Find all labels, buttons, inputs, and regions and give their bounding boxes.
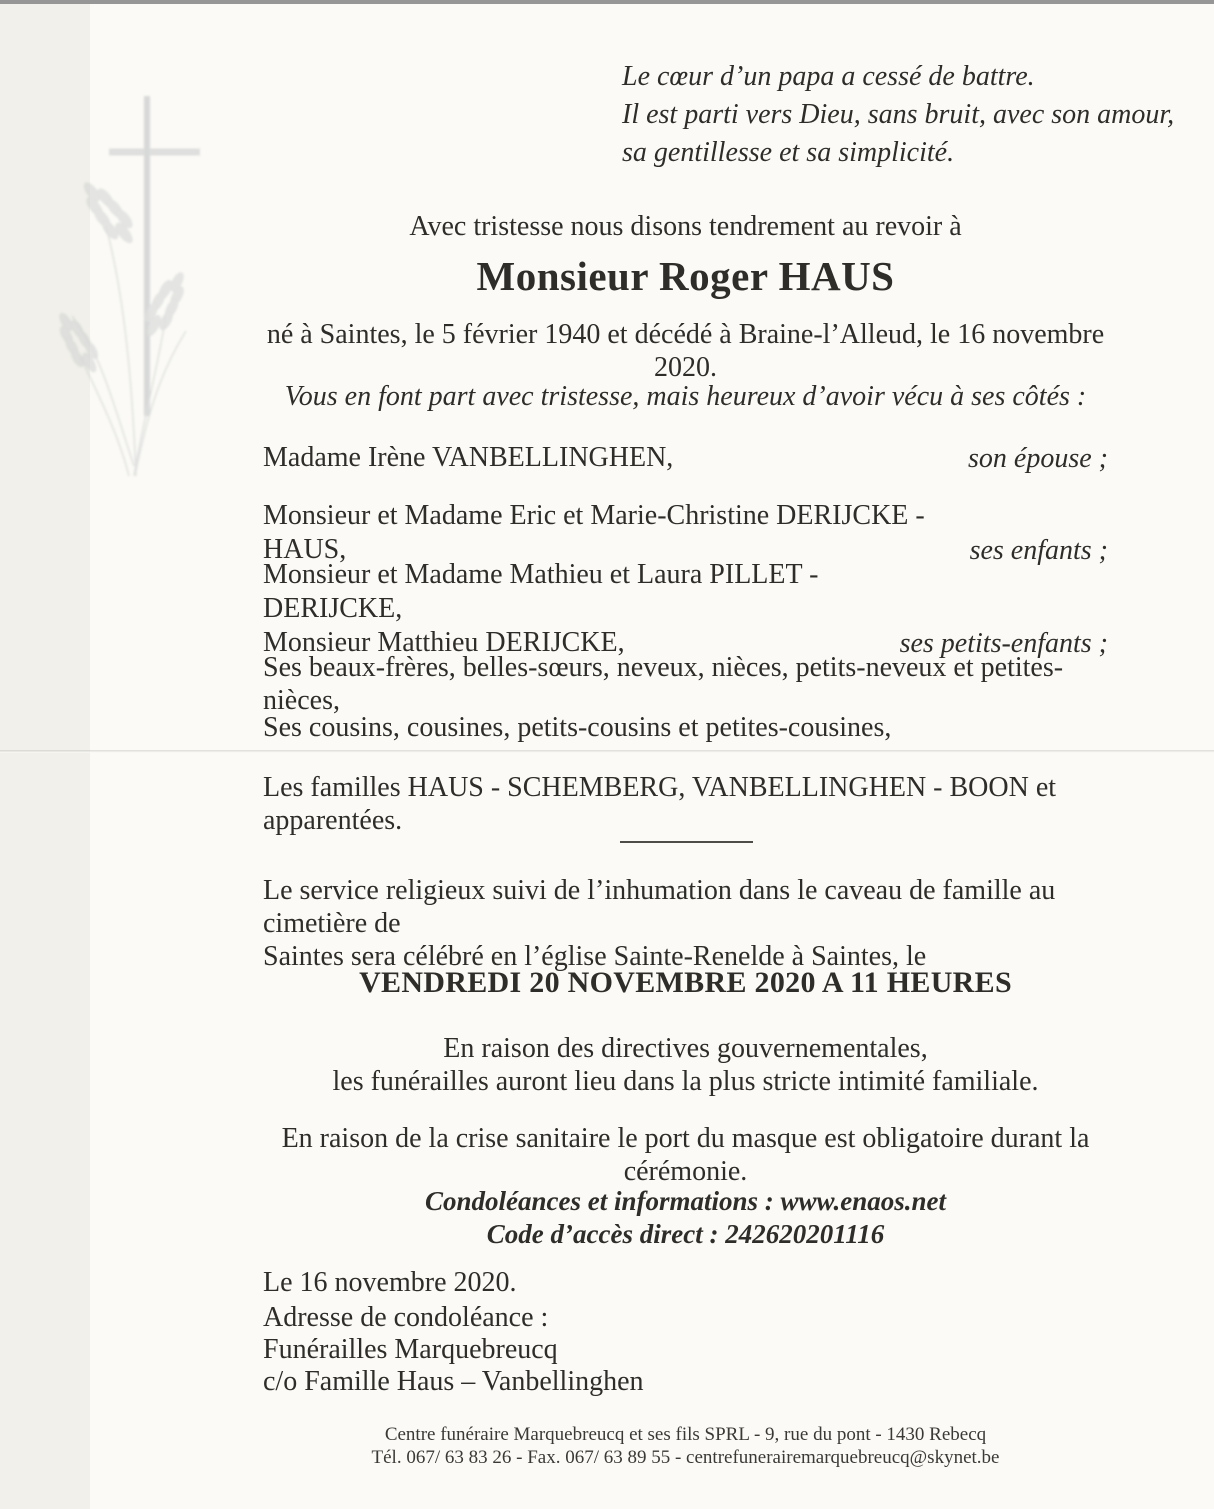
cross-and-wheat-watermark-icon bbox=[14, 74, 242, 486]
family-relation: son épouse ; bbox=[968, 443, 1108, 474]
condolence-address-line: c/o Famille Haus – Vanbellinghen bbox=[263, 1366, 644, 1397]
paper-fold-line bbox=[0, 750, 1214, 753]
scan-top-edge bbox=[0, 0, 1214, 4]
announcement-line: Vous en font part avec tristesse, mais heureux d’avoir vécu à ses côtés : bbox=[284, 381, 1087, 412]
service-line: Le service religieux suivi de l’inhumation dans le caveau de famille au cimetière de bbox=[263, 875, 1056, 939]
deceased-name: Monsieur Roger HAUS bbox=[476, 253, 895, 299]
mask-notice: En raison de la crise sanitaire le port du masque est obligatoire durant la cérémonie. bbox=[281, 1123, 1090, 1187]
footer-line: Centre funéraire Marquebreucq et ses fils SPRL - 9, rue du pont - 1430 Rebecq bbox=[384, 1424, 987, 1445]
footer-line: Tél. 067/ 63 83 26 - Fax. 067/ 63 89 55 - centrefunerairemarquebreucq@skynet.be bbox=[371, 1447, 1000, 1468]
opening-quote bbox=[622, 58, 1182, 172]
condolence-address-line: Funérailles Marquebreucq bbox=[263, 1334, 558, 1365]
condolences-access-code: Code d’accès direct : 242620201116 bbox=[486, 1219, 885, 1249]
service-datetime: VENDREDI 20 NOVEMBRE 2020 A 11 HEURES bbox=[359, 966, 1012, 999]
condolence-address-label: Adresse de condoléance : bbox=[263, 1302, 549, 1333]
life-dates: né à Saintes, le 5 février 1940 et décédé à Braine-l’Alleud, le 16 novembre 2020. bbox=[266, 319, 1105, 383]
condolences-info: Condoléances et informations : www.enaos.net bbox=[424, 1186, 947, 1216]
family-relation: ses enfants ; bbox=[969, 535, 1108, 566]
family-row-children bbox=[263, 499, 1108, 567]
family-row-inlaws: Ses beaux-frères, belles-sœurs, neveux, nièces, petits-neveux et petites-nièces, bbox=[263, 652, 1064, 716]
family-relation: ses petits-enfants ; bbox=[899, 628, 1108, 659]
service-paragraph bbox=[263, 874, 1108, 973]
closing-date: Le 16 novembre 2020. bbox=[263, 1267, 517, 1298]
notice-line: En raison des directives gouvernementales, bbox=[443, 1033, 928, 1064]
notice-line: les funérailles auront lieu dans la plus stricte intimité familiale. bbox=[332, 1066, 1039, 1097]
family-name: Monsieur et Madame Mathieu et Laura PILLET - DERIJCKE, bbox=[263, 559, 819, 624]
family-row-families: Les familles HAUS - SCHEMBERG, VANBELLINGHEN - BOON et apparentées. bbox=[263, 772, 1057, 836]
family-name: Monsieur et Madame Eric et Marie-Christine DERIJCKE - HAUS, bbox=[263, 500, 925, 565]
service-line: Saintes sera célébré en l’église Sainte-Renelde à Saintes, le bbox=[263, 941, 927, 972]
quote-line: Le cœur d’un papa a cessé de battre. bbox=[622, 61, 1035, 92]
quote-line: Il est parti vers Dieu, sans bruit, avec son amour, bbox=[622, 99, 1175, 130]
family-row-grandchildren bbox=[263, 558, 1108, 660]
family-name: Monsieur Matthieu DERIJCKE, bbox=[263, 627, 625, 658]
intro-line: Avec tristesse nous disons tendrement au revoir à bbox=[409, 211, 962, 242]
family-row-cousins: Ses cousins, cousines, petits-cousins et petites-cousines, bbox=[263, 712, 892, 743]
section-divider bbox=[620, 841, 753, 843]
funeral-home-footer bbox=[263, 1423, 1108, 1469]
quote-line: sa gentillesse et sa simplicité. bbox=[622, 137, 955, 168]
family-name: Madame Irène VANBELLINGHEN, bbox=[263, 442, 674, 473]
family-names-block bbox=[263, 558, 900, 660]
family-row-spouse bbox=[263, 441, 1108, 475]
government-notice bbox=[263, 1032, 1108, 1098]
